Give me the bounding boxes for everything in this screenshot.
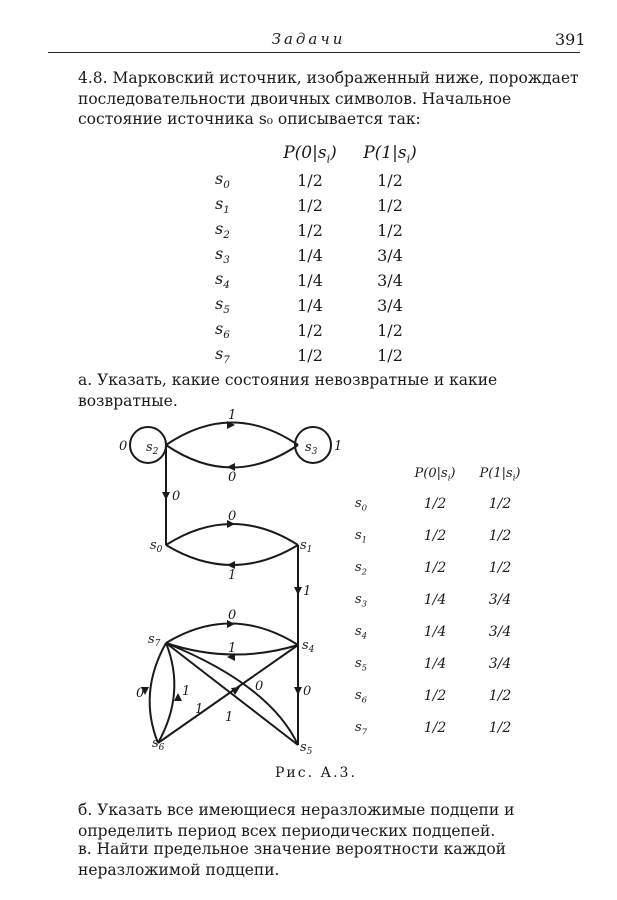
running-header: Задачи — [271, 30, 346, 48]
state-label: $s_4$ — [215, 269, 230, 292]
edge-s6-s7 — [158, 643, 174, 743]
table-header-p1: $P(1|s_i)$ — [363, 142, 417, 166]
header-rule — [48, 52, 580, 53]
edge-label-s6-s7: 1 — [182, 684, 191, 699]
edge-label-s1-s4: 1 — [303, 584, 312, 599]
state-label: $s_3$ — [215, 244, 230, 267]
subtask-a: а. Указать, какие состояния невозвратные и какие возвратные. — [78, 371, 498, 410]
edge-s0-s1 — [166, 524, 298, 545]
table-row — [215, 168, 425, 193]
p0-value: 1/2 — [297, 171, 323, 190]
edge-s3-s2 — [166, 445, 298, 468]
p0-value: 1/2 — [297, 321, 323, 340]
p1-value: 1/2 — [377, 346, 403, 365]
state-label: $s_3$ — [355, 591, 368, 609]
table-row — [215, 268, 425, 293]
state-label: $s_1$ — [215, 194, 230, 217]
edge-label-s1-s0: 1 — [228, 568, 237, 583]
p0-value: 1/2 — [297, 196, 323, 215]
p0-value: 1/4 — [297, 296, 323, 315]
p1-value: 1/2 — [377, 196, 403, 215]
p1-value: 1/2 — [488, 560, 512, 576]
table-row — [215, 193, 425, 218]
p1-value: 3/4 — [488, 624, 512, 640]
node-s1: $s_1$ — [300, 538, 313, 555]
state-label: $s_4$ — [355, 623, 368, 641]
state-label: $s_1$ — [355, 527, 368, 545]
table-row — [215, 293, 425, 318]
p1-value: 1/2 — [377, 171, 403, 190]
subtask-b: б. Указать все имеющиеся неразложимые подцепи и определить период всех периодических подцепей. — [78, 801, 515, 840]
edge-label-s3-s2: 0 — [228, 470, 237, 485]
figure-table-header-p1: $P(1|s_i)$ — [479, 465, 521, 483]
probability-table — [215, 140, 425, 368]
table-header-row — [215, 140, 425, 168]
state-label: $s_7$ — [355, 719, 368, 737]
edge-label-s3-loop: 1 — [334, 439, 343, 454]
table-row — [355, 680, 525, 712]
edge-label-s4-s5: 0 — [303, 684, 312, 699]
table-row — [355, 616, 525, 648]
p1-value: 1/2 — [488, 528, 512, 544]
problem-statement: 4.8. Марковский источник, изображенный ниже, порождает последовательности двоичных символов. Начальное состояние источника s₀ описывается так: — [78, 69, 579, 128]
node-s6: $s_6$ — [152, 736, 165, 753]
edge-s7-s6 — [150, 643, 166, 743]
p1-value: 3/4 — [377, 296, 403, 315]
p1-value: 3/4 — [377, 246, 403, 265]
table-row — [355, 552, 525, 584]
figure-caption: Рис. А.3. — [275, 765, 357, 781]
edge-label-s7-s6: 0 — [136, 686, 145, 701]
state-label: $s_2$ — [355, 559, 368, 577]
state-label: $s_7$ — [215, 344, 230, 367]
p0-value: 1/4 — [297, 271, 323, 290]
p0-value: 1/4 — [297, 246, 323, 265]
edge-label-s7-s5-b: 1 — [225, 710, 234, 725]
edge-label-s7-s4: 0 — [228, 608, 237, 623]
self-loop-s3 — [295, 427, 331, 463]
state-label: $s_5$ — [355, 655, 368, 673]
edge-label-s2-loop: 0 — [119, 439, 128, 454]
table-header-p0: $P(0|s_i)$ — [283, 142, 337, 166]
edge-label-s7-s5-a: 0 — [255, 679, 264, 694]
node-s3: $s_3$ — [305, 440, 318, 457]
state-label: $s_6$ — [215, 319, 230, 342]
node-s0: $s_0$ — [150, 538, 163, 555]
node-s5: $s_5$ — [300, 740, 313, 757]
p0-value: 1/2 — [423, 688, 447, 704]
table-row — [215, 318, 425, 343]
p0-value: 1/2 — [423, 496, 447, 512]
node-s7: $s_7$ — [148, 632, 161, 649]
markov-chain-diagram — [100, 395, 360, 765]
subtask-c: в. Найти предельное значение вероятности каждой неразложимой подцепи. — [78, 840, 506, 879]
state-label: $s_2$ — [215, 219, 230, 242]
p1-value: 3/4 — [377, 271, 403, 290]
edge-label-s2-s3: 1 — [228, 408, 237, 423]
edge-label-s2-s0: 0 — [172, 489, 181, 504]
node-s4: $s_4$ — [302, 638, 315, 655]
p0-value: 1/4 — [423, 624, 447, 640]
figure-probability-table — [355, 460, 525, 744]
state-label: $s_6$ — [355, 687, 368, 705]
edge-label-s6-s4: 1 — [195, 702, 204, 717]
p0-value: 1/2 — [423, 560, 447, 576]
page-number: 391 — [555, 30, 586, 49]
p0-value: 1/2 — [423, 720, 447, 736]
p0-value: 1/2 — [423, 528, 447, 544]
p1-value: 1/2 — [377, 221, 403, 240]
figure-table-header-state — [355, 460, 395, 488]
table-row — [355, 488, 525, 520]
table-row — [355, 520, 525, 552]
p1-value: 3/4 — [488, 592, 512, 608]
table-row — [215, 343, 425, 368]
table-row — [355, 712, 525, 744]
p1-value: 1/2 — [488, 688, 512, 704]
table-row — [215, 243, 425, 268]
p1-value: 1/2 — [488, 720, 512, 736]
figure-table-header-row — [355, 460, 525, 488]
table-row — [355, 584, 525, 616]
p0-value: 1/2 — [297, 221, 323, 240]
p1-value: 1/2 — [377, 321, 403, 340]
edge-label-s0-s1: 0 — [228, 509, 237, 524]
state-label: $s_5$ — [215, 294, 230, 317]
state-label: $s_0$ — [355, 495, 368, 513]
figure-table-header-p0: $P(0|s_i)$ — [414, 465, 456, 483]
p0-value: 1/4 — [423, 592, 447, 608]
table-row — [355, 648, 525, 680]
node-s2: $s_2$ — [146, 440, 159, 457]
edge-label-s4-s7: 1 — [228, 641, 237, 656]
p1-value: 3/4 — [488, 656, 512, 672]
edge-s1-s0 — [166, 545, 298, 565]
p0-value: 1/4 — [423, 656, 447, 672]
table-row — [215, 218, 425, 243]
p1-value: 1/2 — [488, 496, 512, 512]
table-header-state — [215, 140, 265, 168]
p0-value: 1/2 — [297, 346, 323, 365]
state-label: $s_0$ — [215, 169, 230, 192]
